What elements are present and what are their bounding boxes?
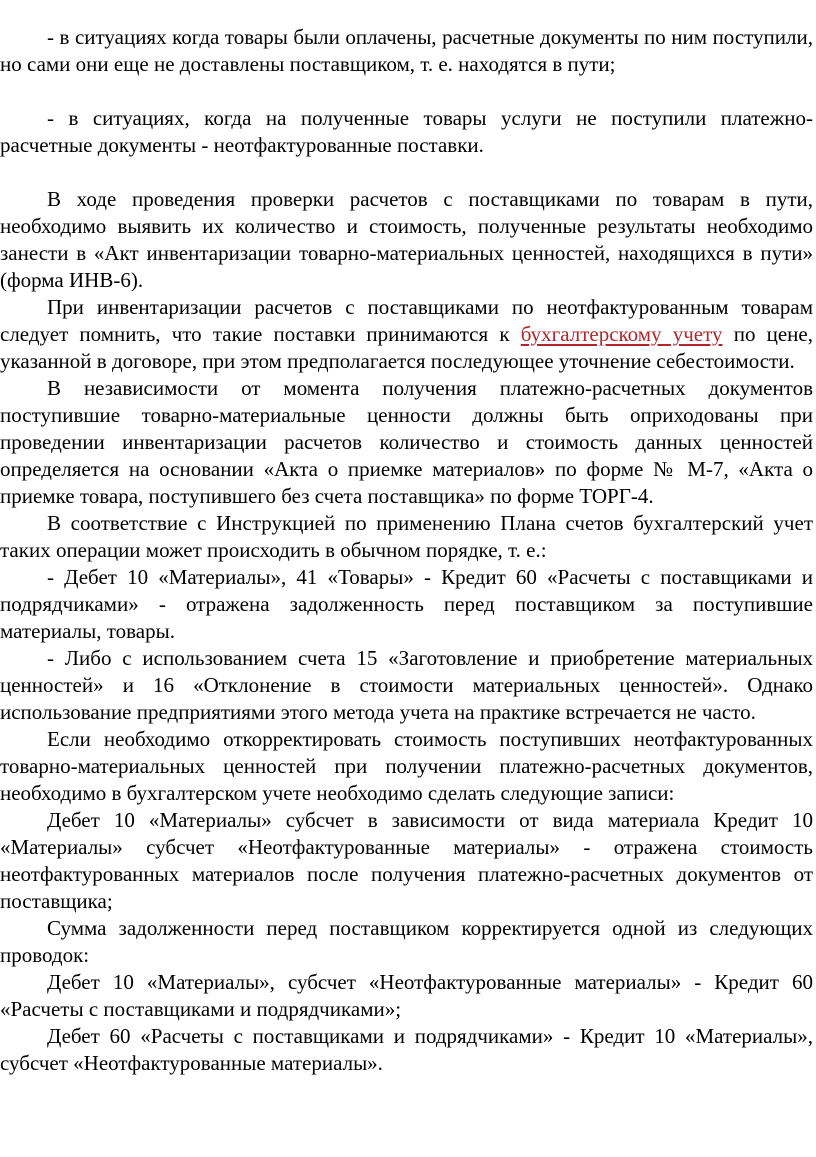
paragraph-text-after-link: по цене, указанной в договоре, при этом предполагается последующее уточнение себестоимости. xyxy=(0,322,813,373)
paragraph-unbilled-inventory xyxy=(0,294,813,375)
paragraph-instruction: В соответствие с Инструкцией по применению Плана счетов бухгалтерский учет таких операции может происходить в обычном порядке, т. е.: xyxy=(0,511,813,562)
paragraph-goods-in-transit: - в ситуациях когда товары были оплачены, расчетные документы по ним поступили, но сами они еще не доставлены поставщиком, т. е. находятся в пути; xyxy=(0,25,813,76)
paragraph-entry-subaccount: Дебет 10 «Материалы» субсчет в зависимости от вида материала Кредит 10 «Материалы» субсчет «Неотфактурованные материалы» - отражена стоимость неотфактурованных материалов после получения платежно-расчетных документов от поставщика; xyxy=(0,808,813,913)
paragraph-entry-debit-10-41: - Дебет 10 «Материалы», 41 «Товары» - Кредит 60 «Расчеты с поставщиками и подрядчиками» - отражена задолженность перед поставщиком за поступившие материалы, товары. xyxy=(0,565,813,643)
paragraph-unbilled-deliveries: - в ситуациях, когда на полученные товары услуги не поступили платежно-расчетные документы - неотфактурованные поставки. xyxy=(0,106,813,157)
paragraph-entry-debit-60-credit-10: Дебет 60 «Расчеты с поставщиками и подрядчиками» - Кредит 10 «Материалы», субсчет «Неотфактурованные материалы». xyxy=(0,1024,813,1075)
accounting-link[interactable]: бухгалтерскому учету xyxy=(520,322,723,346)
paragraph-entry-debit-10-credit-60: Дебет 10 «Материалы», субсчет «Неотфактурованные материалы» - Кредит 60 «Расчеты с поставщиками и подрядчиками»; xyxy=(0,970,813,1021)
paragraph-entry-accounts-15-16: - Либо с использованием счета 15 «Заготовление и приобретение материальных ценностей» и 16 «Отклонение в стоимости материальных ценностей». Однако использование предприятиями этого метода учета на практике встречается не часто. xyxy=(0,646,813,724)
paragraph-inventory-check: В ходе проведения проверки расчетов с поставщиками по товарам в пути, необходимо выявить их количество и стоимость, полученные результаты необходимо занести в «Акт инвентаризации товарно-материальных ценностей, находящихся в пути» (форма ИНВ-6). xyxy=(0,187,813,292)
paragraph-text-before-link: При инвентаризации расчетов с поставщиками по неотфактурованным товарам следует помнить, что такие поставки принимаются к xyxy=(0,295,813,346)
paragraph-cost-adjustment: Если необходимо откорректировать стоимость поступивших неотфактурованных товарно-материальных ценностей при получении платежно-расчетных документов, необходимо в бухгалтерском учете необходимо сделать следующие записи: xyxy=(0,727,813,805)
paragraph-receipt-documents: В независимости от момента получения платежно-расчетных документов поступившие товарно-материальные ценности должны быть оприходованы при проведении инвентаризации расчетов количество и стоимость данных ценностей определяется на основании «Акта о приемке материалов» по форме № М-7, «Акта о приемке товара, поступившего без счета поставщика» по форме ТОРГ-4. xyxy=(0,376,813,508)
paragraph-debt-correction: Сумма задолженности перед поставщиком корректируется одной из следующих проводок: xyxy=(0,916,813,967)
